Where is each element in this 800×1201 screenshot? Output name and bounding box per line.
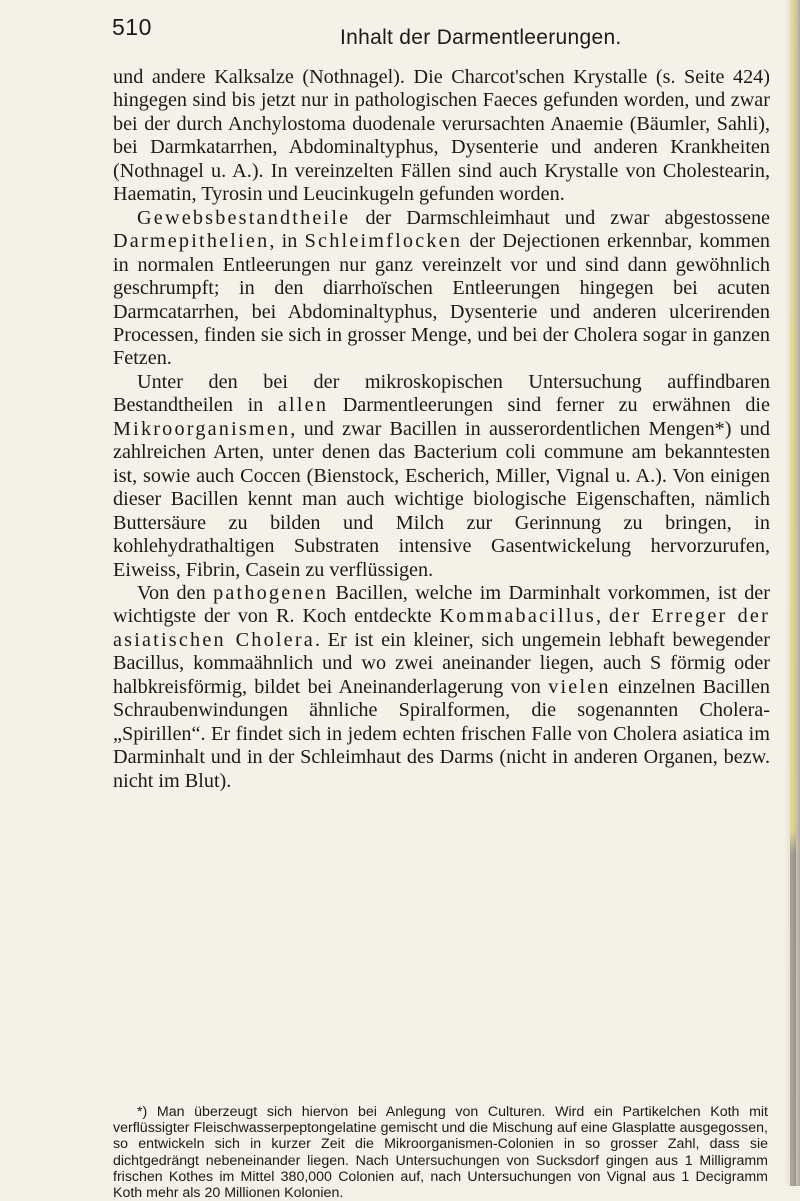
text-run: der Dejectionen erkennbar, kommen in normalen Entleerungen nur ganz vereinzelt vor und sind dann gewöhnlich geschrumpft; in den diarrhoïschen Entleerungen hingegen bei acuten Darmcatarrhen, bei Abdominaltyphus, Dysenterie und anderen ulcerirenden Processen, finden sie sich in grosser Menge, und bei der Cholera sogar in ganzen Fetzen. — [113, 230, 771, 370]
paragraph-tissue-components — [113, 207, 770, 371]
footnote-text: *) Man überzeugt sich hiervon bei Anlegung von Culturen. Wird ein Partikelchen Koth mit verflüssigter Fleischwasserpeptongelatine gemischt und die Mischung auf eine Glasplatte ausgegossen, so entwickeln sich in kurzer Zeit die Mikroorganismen-Colonien in so grosser Zahl, dass sie dichtgedrängt nebeneinander liegen. Nach Untersuchungen von Sucksdorf gingen aus 1 Milligramm frischen Kothes im Mittel 380,000 Colonien auf, nach Untersuchungen von Vignal aus 1 Decigramm Koth mehr als 20 Millionen Kolonien. — [113, 1104, 768, 1201]
running-title: Inhalt der Darmentleerungen. — [340, 26, 622, 49]
text-run: Unter den bei der mikroskopischen Untersuchung auffindbaren Bestandtheilen in — [113, 370, 770, 417]
text-run: einzelnen Bacillen Schraubenwindungen ähnliche Spiralformen, die sogenannten Cholera-„Spirillen“. Er findet sich in jedem echten frischen Falle von Cholera asiatica im Darminhalt und in der Schleimhaut des Darms (nicht in anderen Organen, bezw. nicht im Blut). — [113, 675, 770, 792]
emphasis-pathogenen: pathogenen — [213, 581, 329, 604]
text-run: Darmentleerungen sind ferner zu erwähnen die — [328, 394, 770, 417]
emphasis-kommabacillus: Kommabacillus — [439, 605, 596, 628]
page-number: 510 — [112, 14, 152, 40]
emphasis-vielen: vielen — [548, 675, 611, 698]
emphasis-allen: allen — [277, 394, 329, 417]
text-run: , in — [269, 230, 305, 253]
emphasis-gewebsbestandtheile: Gewebsbestandtheile — [137, 206, 351, 229]
page-edge-stripe — [790, 0, 796, 1186]
emphasis-darmepithelien: Darmepithelien — [113, 230, 270, 253]
text-run: . Er ist ein kleiner, sich ungemein lebhaft bewegender Bacillus, kommaähnlich und wo zwei aneinander liegen, auch S förmig oder halbkreisförmig, bildet bei Aneinanderlagerung von — [113, 628, 770, 698]
paragraph-crystals: und andere Kalksalze (Nothnagel). Die Charcot'schen Krystalle (s. Seite 424) hingegen sind bis jetzt nur in pathologischen Faeces gefunden worden, und zwar bei der durch Anchylostoma duodenale verursachten Anaemie (Bäumler, Sahli), bei Darmkatarrhen, Abdominaltyphus, Dysenterie und anderen Krankheiten (Nothnagel u. A.). In vereinzelten Fällen sind auch Krystalle von Cholestearin, Haematin, Tyrosin und Leucinkugeln gefunden worden. — [113, 66, 770, 206]
text-run: , und zwar Bacillen in ausserordentlichen Mengen*) und zahlreichen Arten, unter denen das Bacterium coli commune am bekanntesten ist, sowie auch Coccen (Bienstock, Escherich, Miller, Vignal u. A.). Von einigen dieser Bacillen kennt man auch wichtige biologische Eigenschaften, nämlich Buttersäure zu bilden und Milch zur Gerinnung zu bringen, in kohlehydrathaltigen Substraten intensive Gasentwickelung hervorzurufen, Eiweiss, Fibrin, Casein zu verflüssigen. — [113, 417, 770, 581]
text-run: der Darmschleimhaut und zwar abgestossene — [350, 206, 770, 229]
paragraph-microorganisms — [113, 371, 770, 582]
text-run: Bacillen, welche im Darminhalt vorkommen, ist der wichtigste der von R. Koch entdeckte — [113, 581, 770, 628]
emphasis-mikroorganismen: Mikroorganismen — [113, 417, 291, 440]
text-run: , — [595, 605, 609, 628]
text-run: Von den — [137, 581, 214, 604]
emphasis-schleimflocken: Schleimflocken — [304, 230, 463, 253]
paragraph-pathogenic-bacilli — [113, 582, 770, 793]
main-text — [113, 66, 770, 793]
footnote — [113, 1104, 768, 1201]
emphasis-cholera-erreger: der Erreger der asiatischen Cholera — [113, 605, 770, 651]
